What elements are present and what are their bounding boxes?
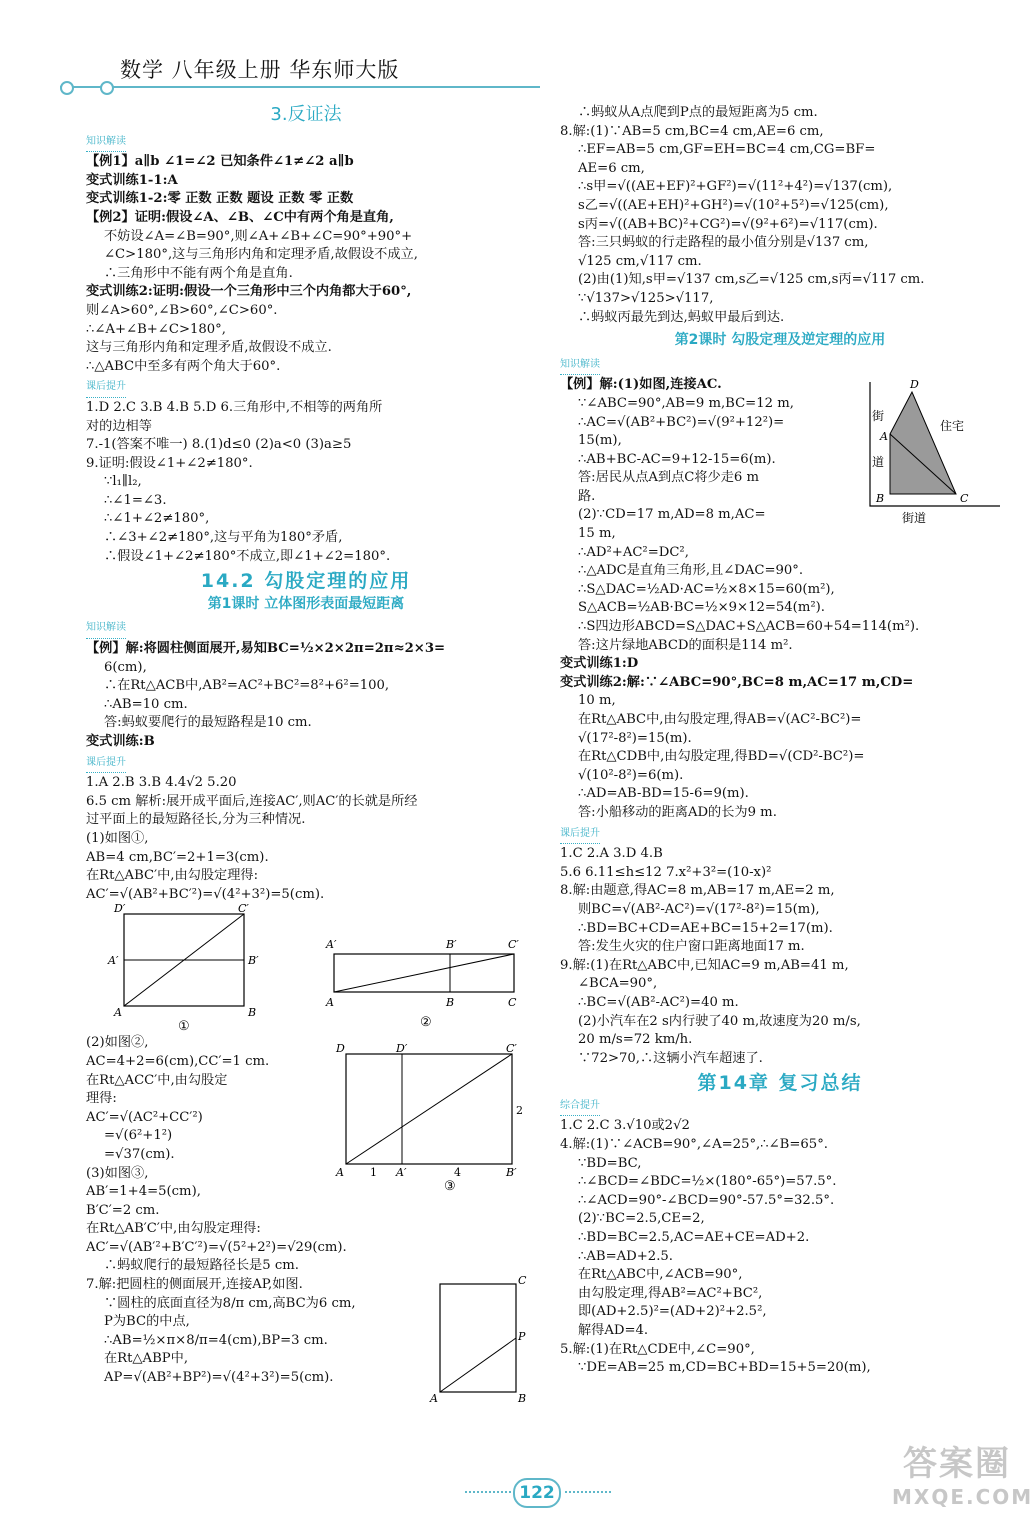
answer-line: s丙=√((AB+BC)²+CG²)=√(9²+6²)=√117(cm). bbox=[578, 216, 878, 232]
answer-line: ∵√137>√125>√117, bbox=[578, 290, 714, 306]
fig1-label: B bbox=[248, 1006, 257, 1020]
answer-line: 在Rt△AB′C′中,由勾股定理得: bbox=[86, 1221, 261, 1237]
section-title: 3.反证法 bbox=[270, 104, 342, 125]
fig3-label: D′ bbox=[396, 1042, 408, 1056]
watermark-text: MXQE.COM bbox=[892, 1485, 1034, 1509]
page-number: 122 bbox=[513, 1478, 561, 1508]
answer-line: 答:小船移动的距离AD的长为9 m. bbox=[578, 804, 777, 820]
answer-line: (1)如图①, bbox=[86, 830, 149, 846]
answer-line: ∴AB=10 cm. bbox=[104, 696, 188, 712]
answer-line: ∴AB=½×π×8/π=4(cm),BP=3 cm. bbox=[104, 1332, 328, 1348]
answer-line: 15(m), bbox=[578, 433, 622, 449]
fig1-label: C′ bbox=[238, 902, 249, 916]
answer-line: 答:居民从点A到点C将少走6 m bbox=[578, 470, 760, 486]
answer-line: 则BC=√(AB²-AC²)=√(17²-8²)=15(m), bbox=[578, 901, 820, 917]
fig1-label: A bbox=[114, 1006, 122, 1020]
answer-line: 由勾股定理,得AB²=AC²+BC², bbox=[578, 1285, 763, 1301]
answer-line: ∵BD=BC, bbox=[578, 1155, 642, 1171]
fig3-label: B′ bbox=[506, 1166, 517, 1180]
fig5-label: D bbox=[910, 378, 919, 392]
fig1-caption: ① bbox=[178, 1019, 190, 1035]
answer-line: 在Rt△ABC中,∠ACB=90°, bbox=[578, 1267, 743, 1283]
answer-line: 【例2】证明:假设∠A、∠B、∠C中有两个角是直角, bbox=[86, 209, 394, 225]
fig5-street-label: 道 bbox=[872, 455, 885, 470]
answer-line: (2)∵BC=2.5,CE=2, bbox=[578, 1211, 705, 1227]
answer-line: 变式训练1-1:A bbox=[86, 172, 178, 188]
answer-line: 对的边相等 bbox=[86, 418, 152, 434]
answer-line: 7.解:把圆柱的侧面展开,连接AP,如图. bbox=[86, 1277, 303, 1293]
fig3-label: C′ bbox=[506, 1042, 517, 1056]
fig2-label: A′ bbox=[326, 938, 337, 952]
right-top-answers bbox=[560, 104, 1000, 327]
answer-line: ∵72>70,∴这辆小汽车超速了. bbox=[578, 1050, 763, 1066]
answer-line: 8.解:(1)∵AB=5 cm,BC=4 cm,AE=6 cm, bbox=[560, 123, 824, 139]
left-column bbox=[86, 104, 527, 1406]
page-header bbox=[60, 50, 560, 98]
figure-2 bbox=[325, 938, 519, 1030]
answer-line: 4.解:(1)∵∠ACB=90°,∠A=25°,∴∠B=65°. bbox=[560, 1137, 828, 1153]
answer-line: ∴AD²+AC²=DC², bbox=[578, 544, 689, 560]
answer-line: ∴在Rt△ACB中,AB²=AC²+BC²=8²+6²=100, bbox=[104, 678, 390, 694]
figure-5 bbox=[856, 376, 1000, 526]
answer-line: 理得: bbox=[86, 1091, 117, 1107]
section-title-14-2: 14.2 勾股定理的应用 bbox=[200, 570, 412, 593]
answer-line: (2)∵CD=17 m,AD=8 m,AC= bbox=[578, 507, 766, 523]
answer-line: ∴△ABC中至多有两个角大于60°. bbox=[86, 358, 281, 374]
tag-zhishi: 知识解读 bbox=[86, 133, 126, 153]
fig1-label: B′ bbox=[248, 954, 259, 968]
fig3-length: 4 bbox=[454, 1166, 461, 1180]
answer-line: (3)如图③, bbox=[86, 1165, 149, 1181]
lesson-title: 第1课时 立体图形表面最短距离 bbox=[207, 595, 405, 612]
watermark-text: 答案圈 bbox=[903, 1444, 1011, 1484]
answer-line: 即(AD+2.5)²=(AD+2)²+2.5², bbox=[578, 1304, 767, 1320]
answer-line: √(10²-8²)=6(m). bbox=[578, 767, 684, 783]
answer-line: ∴BD=BC+CD=AE+BC=15+2=17(m). bbox=[578, 920, 833, 936]
answer-line: (2)小汽车在2 s内行驶了40 m,故速度为20 m/s, bbox=[578, 1013, 861, 1029]
header-title: 数学 八年级上册 华东师大版 bbox=[120, 58, 400, 82]
fig5-residence-label: 住宅 bbox=[940, 419, 965, 434]
answer-line: ∴AD=AB-BD=15-6=9(m). bbox=[578, 786, 749, 802]
answer-line: ∴∠3+∠2≠180°,这与平角为180°矛盾, bbox=[104, 530, 343, 546]
answer-line: ∴三角形中不能有两个角是直角. bbox=[104, 265, 293, 281]
tag-zhishi: 知识解读 bbox=[560, 356, 600, 376]
fig1-label: D′ bbox=[114, 902, 126, 916]
fig2-label: A bbox=[326, 996, 334, 1010]
answer-line: 9.解:(1)在Rt△ABC中,已知AC=9 m,AB=41 m, bbox=[560, 957, 849, 973]
answer-line: ∴AC=√(AB²+BC²)=√(9²+12²)= bbox=[578, 414, 785, 430]
answer-line: 7.-1(答案不唯一) 8.(1)d≤0 (2)a<0 (3)a≥5 bbox=[86, 437, 352, 453]
answer-line: ∴蚂蚁丙最先到达,蚂蚁甲最后到达. bbox=[578, 309, 785, 325]
fig5-label: A bbox=[880, 430, 888, 444]
case3-block bbox=[86, 1220, 527, 1406]
answer-line: 变式训练2:解:∵∠ABC=90°,BC=8 m,AC=17 m,CD= bbox=[560, 674, 914, 690]
page-footer bbox=[465, 1478, 625, 1506]
kehou1-answers bbox=[86, 399, 526, 566]
answer-line: ∴S△DAC=½AD·AC=½×8×15=60(m²), bbox=[578, 581, 835, 597]
answer-line: 1.C 2.A 3.D 4.B bbox=[560, 846, 663, 862]
answer-line: 答:蚂蚁要爬行的最短路程是10 cm. bbox=[104, 715, 312, 731]
answer-line: 答:这片绿地ABCD的面积是114 m². bbox=[578, 637, 793, 653]
answer-line: 解得AD=4. bbox=[578, 1323, 649, 1338]
answer-line: 【例】解:将圆柱侧面展开,易知BC=½×2×2π=2π≈2×3= bbox=[86, 641, 446, 657]
fig4-label: B bbox=[518, 1392, 527, 1406]
figure-4 bbox=[426, 1274, 526, 1404]
answer-line: 变式训练1:D bbox=[560, 656, 639, 672]
answer-line: 15 m, bbox=[578, 526, 616, 542]
answer-line: ∴∠1+∠2≠180°, bbox=[104, 511, 210, 527]
answer-line: ∵∠ABC=90°,AB=9 m,BC=12 m, bbox=[578, 395, 794, 411]
answer-line: 5.解:(1)在Rt△CDE中,∠C=90°, bbox=[560, 1341, 755, 1357]
answer-line: 变式训练1-2:零 正数 正数 题设 正数 零 正数 bbox=[86, 191, 354, 207]
answer-line: =√(6²+1²) bbox=[104, 1128, 173, 1144]
answer-line: 20 m/s=72 km/h. bbox=[578, 1032, 693, 1048]
sec1-answers bbox=[86, 153, 526, 376]
right-column bbox=[560, 104, 1000, 1378]
kehou2-answers bbox=[86, 774, 526, 904]
answer-line: ∠BCA=90°, bbox=[578, 976, 658, 992]
answer-line: ∠C>180°,这与三角形内角和定理矛盾,故假设不成立, bbox=[104, 247, 418, 263]
fig4-label: A bbox=[430, 1392, 438, 1406]
header-dot bbox=[100, 81, 114, 95]
answer-line: ∴AB+BC-AC=9+12-15=6(m). bbox=[578, 451, 776, 467]
tag-zonghe: 综合提升 bbox=[560, 1097, 600, 1117]
answer-line: 答:发生火灾的住户窗口距离地面17 m. bbox=[578, 939, 805, 955]
answer-line: ∵l₁∥l₂, bbox=[104, 474, 142, 490]
answer-line: 在Rt△ACC′中,由勾股定 bbox=[86, 1072, 228, 1088]
answer-line: AC=4+2=6(cm),CC′=1 cm. bbox=[86, 1053, 270, 1069]
answer-line: ∵DE=AB=25 m,CD=BC+BD=15+5=20(m), bbox=[578, 1360, 871, 1376]
answer-line: ∴∠A+∠B+∠C>180°, bbox=[86, 321, 226, 337]
figure-3 bbox=[336, 1042, 526, 1195]
zonghe-answers bbox=[560, 1117, 1000, 1377]
answer-line: 在Rt△CDB中,由勾股定理,得BD=√(CD²-BC²)= bbox=[578, 749, 865, 765]
answer-line: 不妨设∠A=∠B=90°,则∠A+∠B+∠C=90°+90°+ bbox=[104, 228, 413, 244]
fig5-street-label: 街 bbox=[872, 409, 885, 424]
fig3-label: D bbox=[336, 1042, 345, 1056]
fig3-label: A′ bbox=[396, 1166, 407, 1180]
tag-kehou: 课后提升 bbox=[560, 825, 600, 845]
answer-line: 在Rt△ABP中, bbox=[104, 1351, 189, 1367]
answer-line: =√37(cm). bbox=[104, 1146, 175, 1162]
case2-block bbox=[86, 1034, 526, 1220]
fig4-label: C bbox=[518, 1274, 527, 1288]
answer-line: 答:三只蚂蚁的行走路程的最小值分别是√137 cm, bbox=[578, 235, 869, 251]
tag-kehou: 课后提升 bbox=[86, 378, 126, 398]
footer-rule bbox=[465, 1491, 511, 1493]
answer-line: S△ACB=½AB·BC=½×9×12=54(m²). bbox=[578, 600, 825, 616]
example2-block bbox=[560, 376, 1000, 822]
fig3-length: 1 bbox=[370, 1166, 377, 1180]
figure-1 bbox=[107, 902, 259, 1034]
fig2-caption: ② bbox=[420, 1015, 432, 1031]
answer-line: AE=6 cm, bbox=[578, 160, 645, 176]
watermark bbox=[892, 1436, 1034, 1509]
answer-line: AB=4 cm,BC′=2+1=3(cm). bbox=[86, 849, 269, 865]
answer-line: 1.A 2.B 3.B 4.4√2 5.20 bbox=[86, 775, 237, 791]
answer-line: 变式训练:B bbox=[86, 734, 155, 749]
fig5-label: B bbox=[876, 492, 885, 506]
answer-line: ∴蚂蚁爬行的最短路径长是5 cm. bbox=[104, 1258, 299, 1274]
answer-line: AC′=√(AB²+BC′²)=√(4²+3²)=5(cm). bbox=[86, 886, 325, 902]
answer-line: √125 cm,√117 cm. bbox=[578, 253, 702, 269]
answer-line: AC′=√(AB′²+B′C′²)=√(5²+2²)=√29(cm). bbox=[86, 1239, 347, 1255]
fig4-label: P bbox=[518, 1330, 526, 1344]
example-answers bbox=[86, 640, 526, 752]
answer-line: ∴BD=BC=2.5,AC=AE+CE=AD+2. bbox=[578, 1230, 810, 1246]
answer-line: s乙=√((AE+EH)²+GH²)=√(10²+5²)=√125(cm), bbox=[578, 197, 889, 213]
answer-line: 路. bbox=[578, 488, 596, 504]
fig3-caption: ③ bbox=[444, 1179, 456, 1195]
figure-1-2 bbox=[86, 904, 526, 1034]
fig1-label: A′ bbox=[108, 954, 119, 968]
answer-line: B′C′=2 cm. bbox=[86, 1202, 160, 1218]
case2-answers bbox=[86, 1034, 326, 1220]
header-dot bbox=[60, 81, 74, 95]
answer-line: 6(cm), bbox=[104, 659, 147, 675]
fig5-label: C bbox=[960, 492, 969, 506]
answer-line: 这与三角形内角和定理矛盾,故假设不成立. bbox=[86, 340, 332, 356]
answer-line: ∴假设∠1+∠2≠180°不成立,即∠1+∠2=180°. bbox=[104, 548, 391, 564]
answer-line: ∵圆柱的底面直径为8/π cm,高BC为6 cm, bbox=[104, 1295, 356, 1311]
answer-line: 【例1】a∥b ∠1=∠2 已知条件∠1≠∠2 a∥b bbox=[86, 154, 354, 170]
fig2-label: B′ bbox=[446, 938, 457, 952]
kehou3-answers bbox=[560, 845, 1000, 1068]
answer-line: ∴BC=√(AB²-AC²)=40 m. bbox=[578, 994, 739, 1010]
header-rule bbox=[60, 86, 540, 88]
answer-line: 5.6 6.11≤h≤12 7.x²+3²=(10-x)² bbox=[560, 864, 772, 880]
answer-line: 则∠A>60°,∠B>60°,∠C>60°. bbox=[86, 302, 278, 318]
answer-line: ∴∠BCD=∠BDC=½×(180°-65°)=57.5°. bbox=[578, 1174, 837, 1190]
answer-line: 【例】解:(1)如图,连接AC. bbox=[560, 377, 722, 393]
answer-line: ∴S四边形ABCD=S△DAC+S△ACB=60+54=114(m²). bbox=[578, 619, 920, 635]
answer-line: ∴AB=AD+2.5. bbox=[578, 1248, 673, 1264]
answer-line: 10 m, bbox=[578, 693, 616, 709]
fig2-label: B bbox=[446, 996, 455, 1010]
answer-line: (2)由(1)知,s甲=√137 cm,s乙=√125 cm,s丙=√117 cm. bbox=[578, 272, 925, 288]
answer-line: 1.C 2.C 3.√10或2√2 bbox=[560, 1118, 690, 1134]
answer-line: AB′=1+4=5(cm), bbox=[86, 1184, 201, 1200]
answer-line: (2)如图②, bbox=[86, 1035, 149, 1051]
answer-line: √(17²-8²)=15(m). bbox=[578, 730, 692, 746]
answer-line: 过平面上的最短路径长,分为三种情况. bbox=[86, 812, 306, 828]
answer-line: ∴△ADC是直角三角形,且∠DAC=90°. bbox=[578, 563, 804, 579]
answer-line: P为BC的中点, bbox=[104, 1314, 190, 1330]
answer-line: ∴∠1=∠3. bbox=[104, 492, 167, 508]
tag-zhishi: 知识解读 bbox=[86, 619, 126, 639]
answer-line: ∴蚂蚁从A点爬到P点的最短距离为5 cm. bbox=[578, 105, 818, 120]
fig5-street-label: 街道 bbox=[902, 511, 927, 526]
tag-kehou: 课后提升 bbox=[86, 754, 126, 774]
fig3-length: 2 bbox=[516, 1104, 523, 1118]
footer-rule bbox=[565, 1491, 611, 1493]
fig2-label: C′ bbox=[508, 938, 519, 952]
answer-line: ∴s甲=√((AE+EF)²+GF²)=√(11²+4²)=√137(cm), bbox=[578, 179, 893, 195]
answer-line: 6.5 cm 解析:展开成平面后,连接AC′,则AC′的长就是所经 bbox=[86, 793, 418, 809]
answer-line: 1.D 2.C 3.B 4.B 5.D 6.三角形中,不相等的两角所 bbox=[86, 399, 383, 415]
answer-line: AC′=√(AC²+CC′²) bbox=[86, 1109, 203, 1125]
answer-line: 变式训练2:证明:假设一个三角形中三个内角都大于60°, bbox=[86, 284, 412, 300]
answer-line: ∴EF=AB=5 cm,GF=EH=BC=4 cm,CG=BF= bbox=[578, 142, 876, 158]
answer-line: 9.证明:假设∠1+∠2≠180°. bbox=[86, 455, 253, 471]
fig2-label: C bbox=[508, 996, 517, 1010]
answer-line: ∴∠ACD=90°-∠BCD=90°-57.5°=32.5°. bbox=[578, 1192, 835, 1208]
fig3-label: A bbox=[336, 1166, 344, 1180]
answer-line: AP=√(AB²+BP²)=√(4²+3²)=5(cm). bbox=[104, 1370, 334, 1386]
answer-line: 在Rt△ABC中,由勾股定理,得AB=√(AC²-BC²)= bbox=[578, 712, 862, 727]
answer-line: 8.解:由题意,得AC=8 m,AB=17 m,AE=2 m, bbox=[560, 883, 835, 899]
lesson-title: 第2课时 勾股定理及逆定理的应用 bbox=[674, 332, 886, 349]
chapter-title: 第14章 复习总结 bbox=[697, 1072, 863, 1095]
answer-line: 在Rt△ABC′中,由勾股定理得: bbox=[86, 868, 259, 884]
